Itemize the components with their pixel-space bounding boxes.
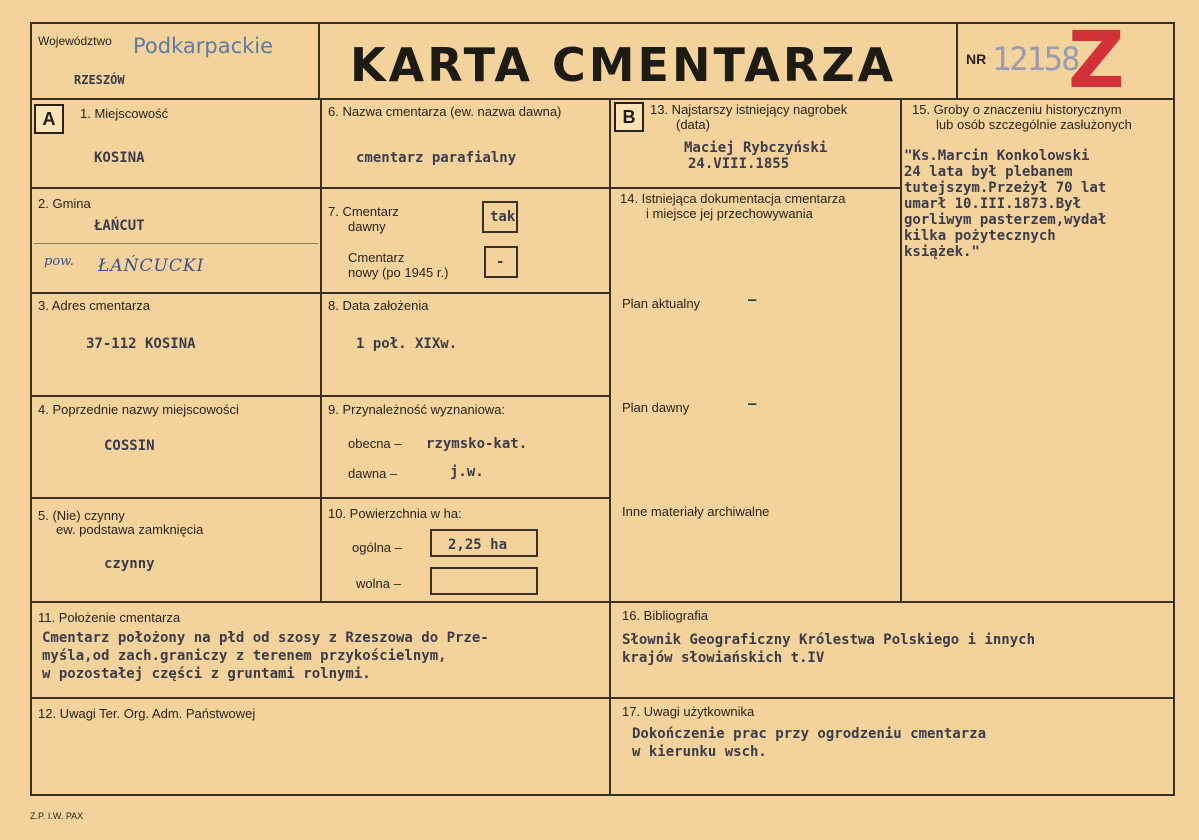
section-a-tag: A xyxy=(34,104,64,134)
field-3-value: 37-112 KOSINA xyxy=(86,336,196,352)
field-7-dawny-value: tak xyxy=(490,209,516,225)
field-9-obecna-label: obecna – xyxy=(348,436,402,451)
row-line-left-3 xyxy=(30,395,610,397)
field-2-label: 2. Gmina xyxy=(38,196,91,211)
field-8-value: 1 poł. XIXw. xyxy=(356,336,458,352)
nr-label: NR xyxy=(966,51,987,67)
nr-value: 12158 xyxy=(992,40,1079,78)
header-bottom-line xyxy=(30,98,1175,100)
field-16-line-2: krajów słowiańskich t.IV xyxy=(622,650,825,666)
field-1-value: KOSINA xyxy=(94,150,145,166)
field-13-label-2: (data) xyxy=(676,117,710,132)
field-14-label-2: i miejsce jej przechowywania xyxy=(646,206,813,221)
field-14-plan-aktualny-value: – xyxy=(748,292,757,308)
field-14-plan-dawny-value: – xyxy=(748,396,757,412)
col-divider-1 xyxy=(320,98,322,602)
field-6-value: cmentarz parafialny xyxy=(356,150,517,166)
field-6-label: 6. Nazwa cmentarza (ew. nazwa dawna) xyxy=(328,104,562,119)
field-15-label-2: lub osób szczególnie zasłużonych xyxy=(936,117,1132,132)
field-2-pow-value: ŁAŃCUCKI xyxy=(98,256,205,276)
field-15-line-1: "Ks.Marcin Konkolowski xyxy=(904,148,1090,164)
field-11-label: 11. Położenie cmentarza xyxy=(38,610,181,625)
field-9-obecna-value: rzymsko-kat. xyxy=(426,436,528,452)
wojewodztwo-typed: RZESZÓW xyxy=(74,73,125,87)
field-13-value-1: Maciej Rybczyński xyxy=(684,140,828,156)
col-divider-3 xyxy=(900,98,902,602)
field-14-plan-dawny-label: Plan dawny xyxy=(622,400,690,415)
row-line-lower-2 xyxy=(30,697,1175,699)
row-line-left-2 xyxy=(30,292,610,294)
nr-letter: Z xyxy=(1068,16,1125,106)
field-12-label: 12. Uwagi Ter. Org. Adm. Państwowej xyxy=(38,706,256,721)
field-9-dawna-label: dawna – xyxy=(348,466,398,481)
header-divider-left xyxy=(318,22,320,100)
field-15-line-4: umarł 10.III.1873.Był xyxy=(904,196,1082,212)
field-7-label-2: dawny xyxy=(348,219,386,234)
field-4-label: 4. Poprzednie nazwy miejscowości xyxy=(38,402,239,417)
field-15-line-2: 24 lata był plebanem xyxy=(904,164,1073,180)
section-b-tag: B xyxy=(614,102,644,132)
field-10-label: 10. Powierzchnia w ha: xyxy=(328,506,462,521)
field-15-label-1: 15. Groby o znaczeniu historycznym xyxy=(912,102,1122,117)
field-8-label: 8. Data założenia xyxy=(328,298,429,313)
field-9-dawna-value: j.w. xyxy=(450,464,484,480)
field-1-label: 1. Miejscowość xyxy=(80,106,169,121)
field-2-pow-prefix: pow. xyxy=(44,254,74,269)
field-5-label-1: 5. (Nie) czynny xyxy=(38,508,125,523)
field-17-line-1: Dokończenie prac przy ogrodzeniu cmentarza xyxy=(632,726,987,742)
field-7-label-1: 7. Cmentarz xyxy=(328,204,399,219)
header-divider-right xyxy=(956,22,958,100)
field-7-nowy-label-1: Cmentarz xyxy=(348,250,405,265)
col-divider-2 xyxy=(609,98,611,796)
field-7-nowy-value: - xyxy=(496,254,505,270)
field-3-label: 3. Adres cmentarza xyxy=(38,298,150,313)
field-11-line-1: Cmentarz położony na płd od szosy z Rzeszowa do Prze- xyxy=(42,630,489,646)
field-5-label-2: ew. podstawa zamknięcia xyxy=(56,522,204,537)
field-14-label-1: 14. Istniejąca dokumentacja cmentarza xyxy=(620,191,846,206)
field-17-label: 17. Uwagi użytkownika xyxy=(622,704,755,719)
row-line-left-1 xyxy=(30,187,610,189)
card-title: KARTA CMENTARZA xyxy=(350,38,897,92)
field-13-label-1: 13. Najstarszy istniejący nagrobek xyxy=(650,102,848,117)
field-10-wolna-label: wolna – xyxy=(356,576,401,591)
row-line-lower-1 xyxy=(30,601,1175,603)
field-15-line-7: książek." xyxy=(904,244,980,260)
field-10-wolna-box xyxy=(430,567,538,595)
field-17-line-2: w kierunku wsch. xyxy=(632,744,767,760)
row-line-b-1 xyxy=(610,187,901,189)
field-15-line-3: tutejszym.Przeżył 70 lat xyxy=(904,180,1107,196)
field-14-plan-aktualny-label: Plan aktualny xyxy=(622,296,701,311)
field-16-line-1: Słownik Geograficzny Królestwa Polskiego i innych xyxy=(622,632,1036,648)
row-line-gmina-divider xyxy=(34,243,318,244)
field-4-value: COSSIN xyxy=(104,438,155,454)
field-14-inne-label: Inne materiały archiwalne xyxy=(622,504,770,519)
field-15-line-6: kilka pożytecznych xyxy=(904,228,1056,244)
field-9-label: 9. Przynależność wyznaniowa: xyxy=(328,402,506,417)
field-10-ogolna-value: 2,25 ha xyxy=(448,537,508,553)
field-15-line-5: gorliwym pasterzem,wydał xyxy=(904,212,1107,228)
printer-mark: Z.P. I.W. PAX xyxy=(30,811,84,821)
field-16-label: 16. Bibliografia xyxy=(622,608,708,623)
field-5-value: czynny xyxy=(104,556,155,572)
wojewodztwo-stamp: Podkarpackie xyxy=(133,34,274,58)
field-13-value-2: 24.VIII.1855 xyxy=(688,156,790,172)
field-7-nowy-label-2: nowy (po 1945 r.) xyxy=(348,265,449,280)
field-10-ogolna-label: ogólna – xyxy=(352,540,402,555)
wojewodztwo-label: Województwo xyxy=(38,34,112,48)
field-11-line-3: w pozostałej części z gruntami rolnymi. xyxy=(42,666,371,682)
field-11-line-2: myśla,od zach.graniczy z terenem przykościelnym, xyxy=(42,648,447,664)
row-line-left-4 xyxy=(30,497,610,499)
field-2-value: ŁAŃCUT xyxy=(94,218,145,234)
